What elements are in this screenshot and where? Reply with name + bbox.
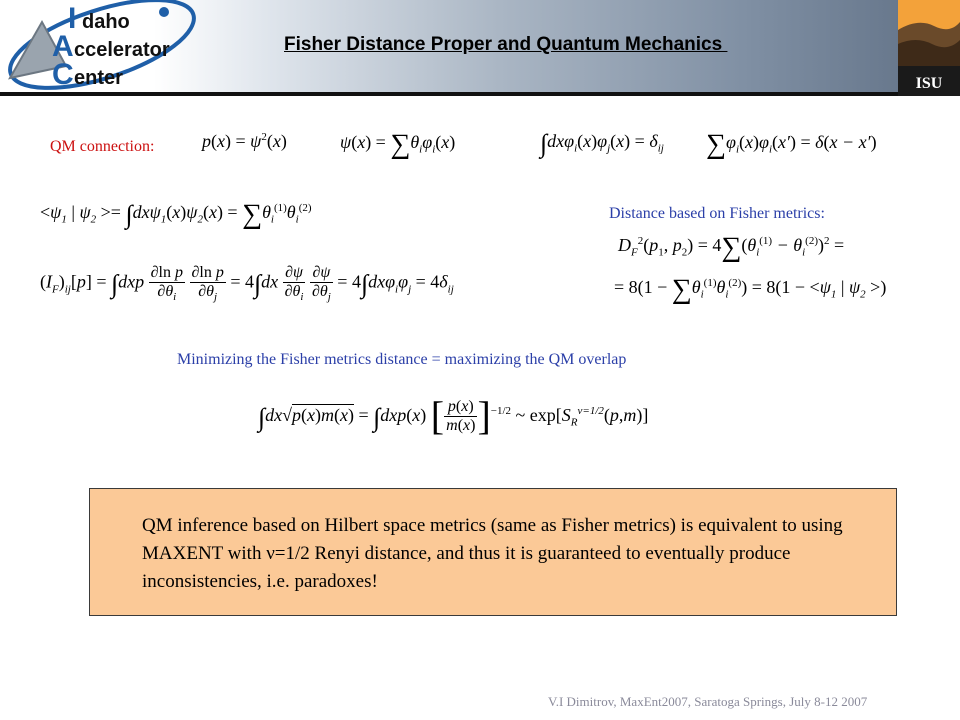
idaho-accelerator-center-logo: [2, 0, 208, 90]
equation-fisher-information: $(I_F)_{ij}[p] = \int dxp$ $\frac{\text{∂ln p}}{\partial\theta_i}$ $\frac{\text{∂ln p}}{\partial\theta_j}$ = 4∫dx $\frac{\partial\psi}{\partial\theta_i}$ $\frac{\partial\psi}{\partial\theta_j}$ = $4\int dx\varphi_i\varphi_j = 4\delta_{ij}$: [40, 264, 454, 304]
equation-completeness: $\sum\varphi_i(x)\varphi_i(x') = \delta(x - x')$: [706, 129, 877, 160]
isu-logo: [898, 0, 960, 96]
svg-text:I: I: [68, 2, 77, 35]
distance-based-label: Distance based on Fisher metrics:: [609, 205, 825, 222]
slide-title: Fisher Distance Proper and Quantum Mechanics: [284, 34, 728, 55]
svg-text:A: A: [52, 30, 74, 63]
svg-text:ccelerator: ccelerator: [74, 39, 170, 61]
slide-footer: V.I Dimitrov, MaxEnt2007, Saratoga Springs, July 8-12 2007: [548, 694, 868, 709]
svg-text:ISU: ISU: [915, 75, 943, 92]
conclusion-text: QM inference based on Hilbert space metrics (same as Fisher metrics) is equivalent to using MAXENT with ν=1/2 Renyi distance, and thus it is guaranteed to eventually produce inconsistencies, i.e. paradoxes!: [142, 515, 843, 592]
svg-text:C: C: [52, 58, 74, 90]
equation-orthonormality: $\int dx\varphi_i(x)\varphi_j(x) = \delta_{ij}$: [540, 129, 664, 158]
equation-p-psi-squared: $p(x) = \psi^2(x)$: [202, 131, 287, 151]
svg-text:enter: enter: [74, 67, 123, 89]
equation-psi-expansion: $\psi(x) = \sum\theta_i\varphi_i(x)$: [340, 129, 456, 160]
equation-overlap-renyi: ∫dx√p(x)m(x) = ∫dxp(x) [ $\frac{p(x)}{m(x)}$ ]$^{-1/2}$ ~ $\exp[S_R^{\nu=1/2}(p,m)]$: [258, 393, 649, 438]
header-rule: [0, 92, 960, 96]
equation-fisher-distance-overlap: = $8(1 - \sum\theta_i^{(1)}\theta_i^{(2)}) = 8(1 - <\psi_1$ | $\psi_2$ >): [614, 274, 887, 305]
svg-text:daho: daho: [82, 11, 130, 33]
minimizing-statement: Minimizing the Fisher metrics distance = maximizing the QM overlap: [177, 351, 627, 368]
equation-fisher-distance: $D_F^2(p_1$, $p_2) = 4\sum(\theta_i^{(1)} - \theta_i^{(2)})^2$ =: [618, 232, 845, 263]
slide-header: [0, 0, 960, 96]
equation-inner-product: $<\psi_1$ | $\psi_2 >= \int dx\psi_1(x)\psi_2(x) = \sum\theta_i^{(1)}\theta_i^{(2)}$: [40, 199, 312, 230]
qm-connection-label: QM connection:: [50, 138, 155, 155]
